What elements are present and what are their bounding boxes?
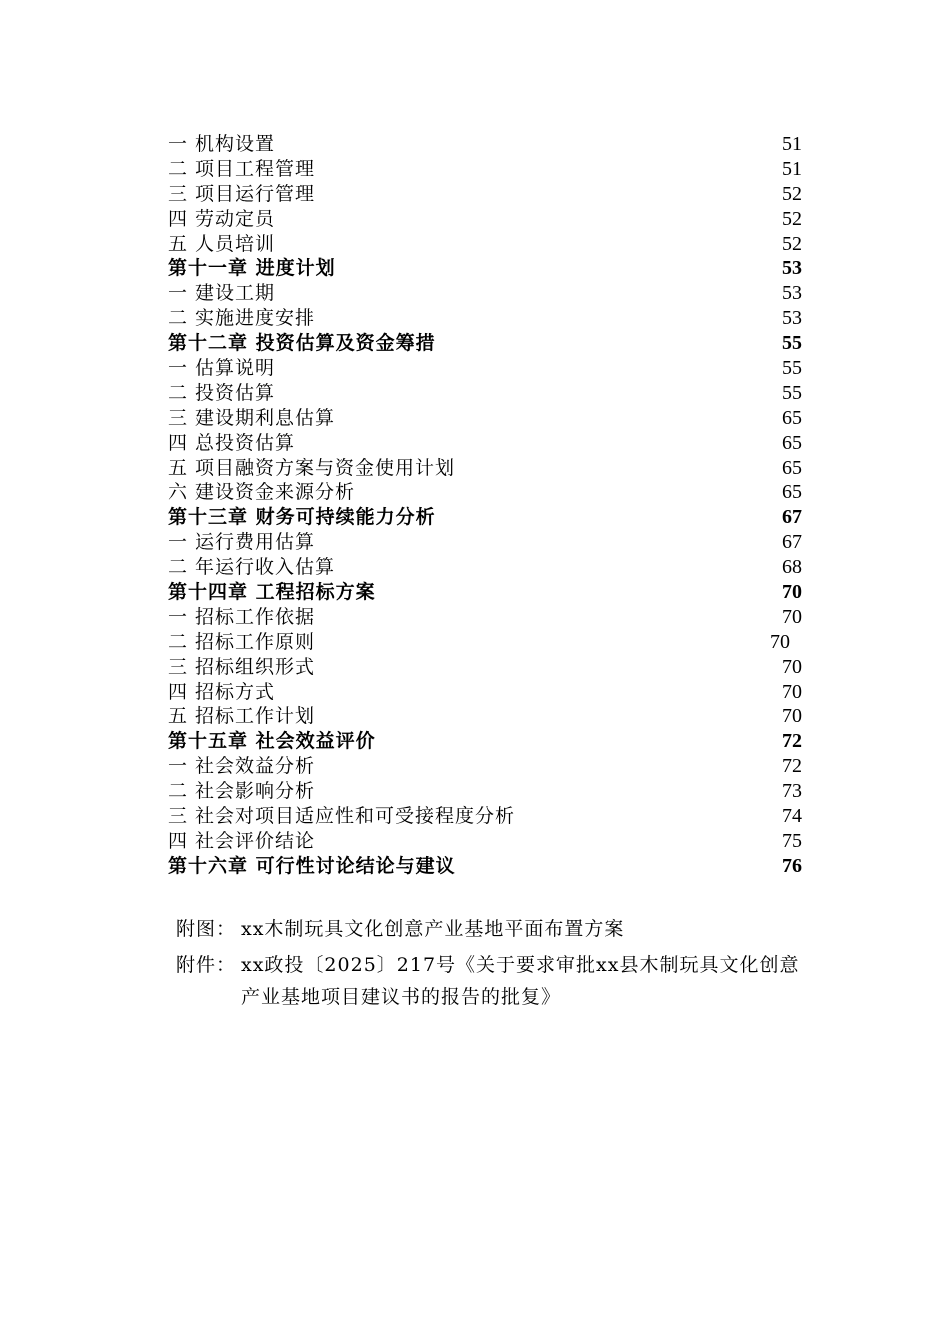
toc-entry-page-number: 52 (782, 207, 802, 230)
toc-chapter-entry[interactable] (168, 505, 802, 530)
toc-entry-title: 五 项目融资方案与资金使用计划 (168, 456, 456, 479)
toc-chapter-entry[interactable] (168, 331, 802, 356)
toc-section-entry[interactable] (168, 779, 802, 804)
toc-entry-title: 三 社会对项目适应性和可受接程度分析 (168, 805, 516, 828)
toc-entry-page-number: 52 (782, 182, 802, 205)
toc-entry-title: 三 项目运行管理 (168, 182, 316, 205)
toc-entry-page-number: 74 (782, 805, 802, 828)
toc-section-entry[interactable] (168, 605, 802, 630)
appendix-entry (176, 949, 816, 1013)
toc-section-entry[interactable] (168, 530, 802, 555)
toc-entry-title: 六 建设资金来源分析 (168, 481, 356, 504)
toc-entry-title: 二 投资估算 (168, 381, 276, 404)
toc-section-entry[interactable] (168, 281, 802, 306)
appendix-text: xx政投〔2025〕217号《关于要求审批xx县木制玩具文化创意产业基地项目建议书的报告的批复》 (241, 954, 800, 1008)
toc-section-entry[interactable] (168, 704, 802, 729)
toc-section-entry[interactable] (168, 406, 802, 431)
toc-section-entry[interactable] (168, 680, 802, 705)
toc-entry-page-number: 65 (782, 456, 802, 479)
toc-entry-title: 二 招标工作原则 (168, 630, 316, 653)
appendix-label: 附件： (176, 954, 237, 976)
toc-section-entry[interactable] (168, 829, 802, 854)
toc-section-entry[interactable] (168, 655, 802, 680)
appendix-entry (176, 913, 816, 945)
toc-entry-page-number: 55 (782, 381, 802, 404)
toc-entry-page-number: 65 (782, 406, 802, 429)
appendix-text: xx木制玩具文化创意产业基地平面布置方案 (241, 918, 625, 940)
toc-entry-page-number: 70 (782, 581, 802, 604)
toc-entry-page-number: 70 (782, 605, 802, 628)
toc-entry-title: 第十一章 进度计划 (168, 257, 336, 280)
toc-chapter-entry[interactable] (168, 256, 802, 281)
toc-section-entry[interactable] (168, 431, 802, 456)
toc-entry-title: 一 机构设置 (168, 133, 276, 155)
toc-entry-title: 二 年运行收入估算 (168, 556, 336, 579)
toc-entry-title: 第十三章 财务可持续能力分析 (168, 506, 436, 529)
toc-entry-title: 第十六章 可行性讨论结论与建议 (168, 854, 456, 877)
toc-entry-title: 三 招标组织形式 (168, 655, 316, 678)
toc-entry-title: 一 招标工作依据 (168, 605, 316, 628)
toc-entry-page-number: 65 (782, 481, 802, 504)
toc-section-entry[interactable] (168, 232, 802, 257)
toc-entry-title: 第十五章 社会效益评价 (168, 730, 376, 753)
toc-entry-page-number: 70 (782, 705, 802, 728)
toc-entry-title: 四 社会评价结论 (168, 829, 316, 852)
toc-entry-page-number: 67 (782, 506, 802, 529)
toc-entry-page-number: 70 (782, 655, 802, 678)
toc-entry-page-number: 51 (782, 157, 802, 180)
toc-entry-title: 二 实施进度安排 (168, 307, 316, 330)
toc-section-entry[interactable] (168, 132, 802, 157)
toc-section-entry[interactable] (168, 456, 802, 481)
toc-entry-page-number: 70 (782, 680, 802, 703)
toc-entry-title: 一 估算说明 (168, 357, 276, 380)
toc-section-entry[interactable] (168, 157, 802, 182)
toc-entry-page-number: 53 (782, 257, 802, 280)
toc-entry-title: 二 项目工程管理 (168, 157, 316, 180)
toc-entry-title: 五 招标工作计划 (168, 705, 316, 728)
toc-chapter-entry[interactable] (168, 729, 802, 754)
toc-entry-page-number: 65 (782, 431, 802, 454)
toc-entry-title: 四 招标方式 (168, 680, 276, 703)
toc-entry-page-number: 53 (782, 282, 802, 305)
toc-entry-title: 第十二章 投资估算及资金筹措 (168, 332, 436, 355)
toc-chapter-entry[interactable] (168, 580, 802, 605)
toc-section-entry[interactable] (168, 480, 802, 505)
toc-entry-page-number: 51 (782, 133, 802, 155)
table-of-contents (168, 132, 802, 879)
toc-entry-page-number: 76 (782, 854, 802, 877)
toc-entry-page-number: 52 (782, 232, 802, 255)
toc-entry-title: 五 人员培训 (168, 232, 276, 255)
toc-section-entry[interactable] (168, 381, 802, 406)
toc-entry-title: 四 总投资估算 (168, 431, 296, 454)
toc-entry-title: 一 运行费用估算 (168, 531, 316, 554)
toc-entry-title: 四 劳动定员 (168, 207, 276, 230)
toc-entry-page-number: 73 (782, 780, 802, 803)
toc-entry-title: 二 社会影响分析 (168, 780, 316, 803)
appendix-label: 附图： (176, 918, 237, 940)
toc-section-entry[interactable] (168, 754, 802, 779)
toc-entry-title: 一 建设工期 (168, 282, 276, 305)
toc-section-entry[interactable] (168, 356, 802, 381)
toc-entry-page-number: 67 (782, 531, 802, 554)
appendix-section (176, 913, 816, 1017)
toc-entry-page-number: 72 (782, 755, 802, 778)
toc-section-entry[interactable] (168, 630, 802, 655)
toc-entry-title: 一 社会效益分析 (168, 755, 316, 778)
toc-section-entry[interactable] (168, 182, 802, 207)
toc-entry-page-number: 72 (782, 730, 802, 753)
toc-entry-page-number: 68 (782, 556, 802, 579)
toc-chapter-entry[interactable] (168, 854, 802, 879)
toc-entry-page-number: 53 (782, 307, 802, 330)
toc-entry-page-number: 55 (782, 357, 802, 380)
toc-entry-page-number: 55 (782, 332, 802, 355)
toc-section-entry[interactable] (168, 804, 802, 829)
toc-entry-title: 第十四章 工程招标方案 (168, 581, 376, 604)
toc-entry-page-number: 70 (770, 630, 790, 653)
toc-entry-page-number: 75 (782, 829, 802, 852)
toc-section-entry[interactable] (168, 555, 802, 580)
toc-section-entry[interactable] (168, 207, 802, 232)
toc-section-entry[interactable] (168, 306, 802, 331)
toc-entry-title: 三 建设期利息估算 (168, 406, 336, 429)
